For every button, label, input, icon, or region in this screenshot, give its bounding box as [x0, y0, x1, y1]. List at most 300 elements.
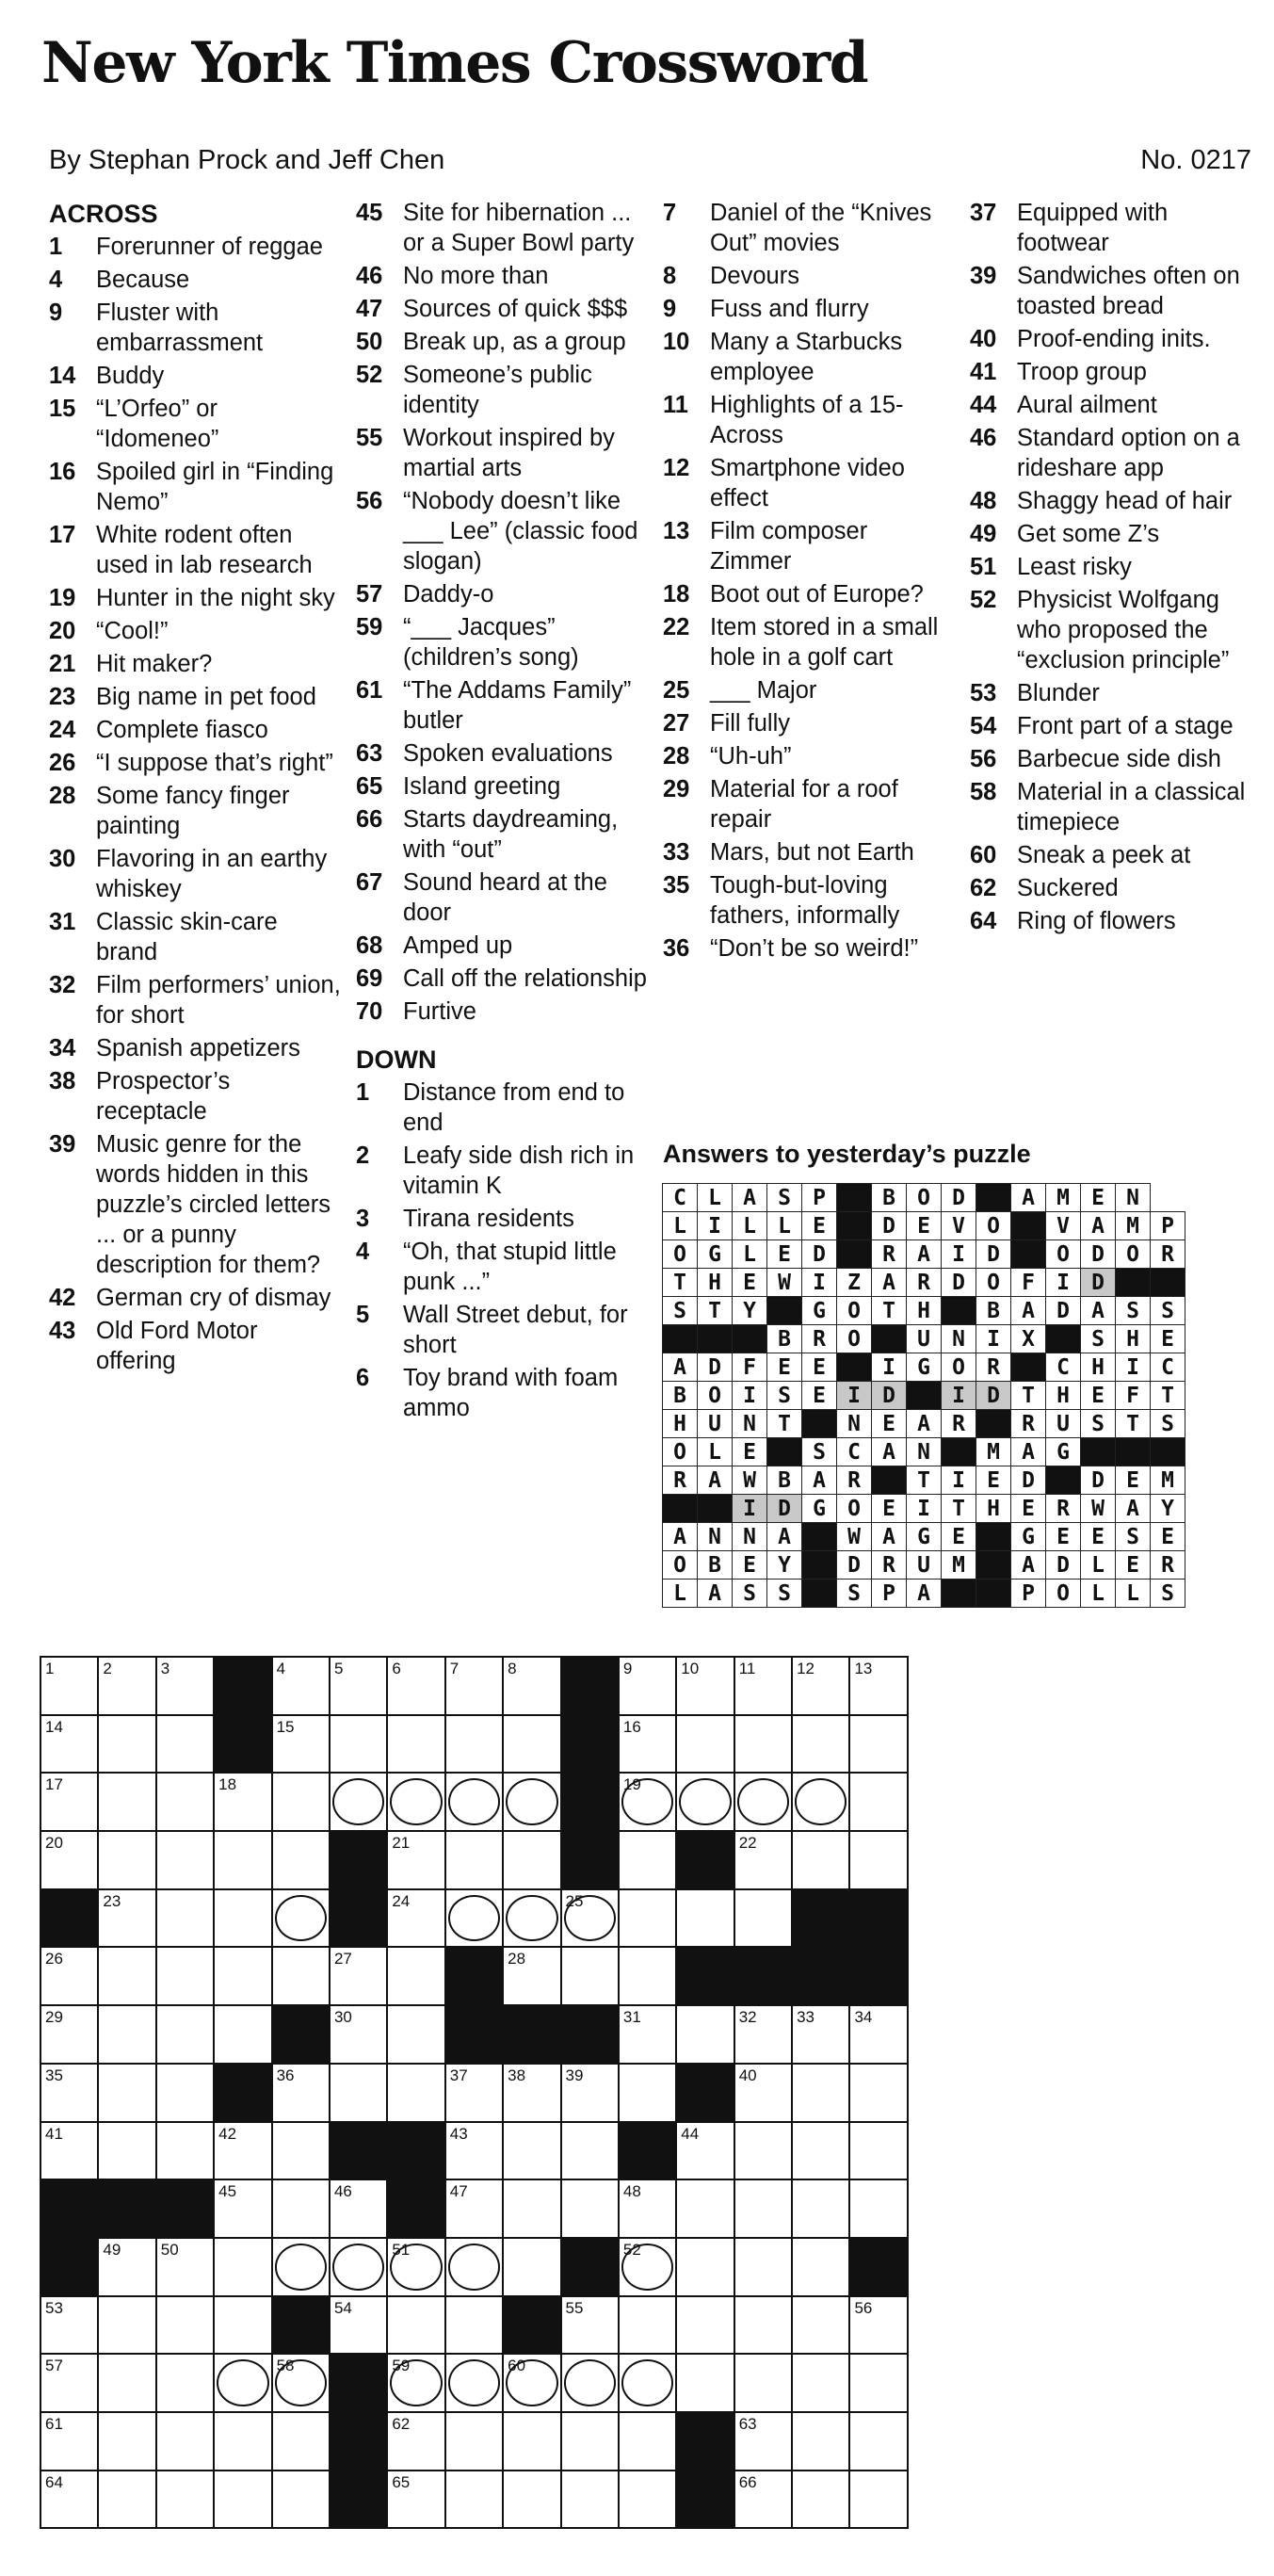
clue-text: Material in a classical timepiece [1017, 779, 1246, 835]
answer-square[interactable] [734, 2004, 793, 2065]
answer-square[interactable] [97, 2237, 156, 2297]
answer-square[interactable] [329, 2295, 388, 2356]
answer-square[interactable] [848, 2353, 908, 2413]
answer-square[interactable] [213, 1772, 272, 1832]
answer-square[interactable] [791, 2004, 850, 2065]
answer-square[interactable] [791, 2237, 850, 2297]
answer-square[interactable] [97, 2063, 156, 2123]
yesterday-letter-cell: S [801, 1437, 837, 1466]
answer-square[interactable] [734, 2353, 793, 2413]
answer-square[interactable] [213, 1946, 272, 2006]
black-square [502, 2295, 561, 2356]
answer-square[interactable] [155, 2295, 215, 2356]
answer-square[interactable] [97, 1946, 156, 2006]
answer-square[interactable] [618, 2237, 677, 2297]
yesterday-letter-cell: O [662, 1550, 698, 1580]
answer-square[interactable] [386, 2295, 445, 2356]
square-number: 51 [392, 2240, 411, 2259]
yesterday-letter-cell: I [732, 1381, 767, 1410]
yesterday-letter-cell: R [976, 1353, 1011, 1382]
answer-square[interactable] [97, 2411, 156, 2471]
answer-square[interactable] [618, 1772, 677, 1832]
yesterday-black-cell [801, 1522, 837, 1551]
yesterday-letter-cell: L [662, 1579, 698, 1608]
answer-square[interactable] [155, 1888, 215, 1949]
answer-square[interactable] [97, 1888, 156, 1949]
black-square [791, 1888, 850, 1949]
answer-square[interactable] [502, 2179, 561, 2239]
answer-square[interactable] [675, 2295, 734, 2356]
yesterday-black-cell [1150, 1268, 1185, 1297]
yesterday-letter-cell: W [766, 1268, 802, 1297]
yesterday-black-cell [871, 1324, 907, 1353]
answer-square[interactable] [329, 1714, 388, 1774]
answer-square[interactable] [271, 2179, 331, 2239]
clue-text: ___ Major [710, 677, 817, 704]
answer-square[interactable] [444, 1656, 504, 1716]
answer-square[interactable] [675, 2121, 734, 2181]
answer-square[interactable] [213, 2411, 272, 2471]
answer-square[interactable] [155, 2470, 215, 2530]
answer-square[interactable] [40, 2004, 99, 2065]
clue-number: 70 [356, 998, 383, 1025]
square-number: 49 [103, 2240, 121, 2259]
clue [356, 1237, 648, 1297]
answer-square[interactable] [734, 2179, 793, 2239]
answer-square[interactable] [502, 2237, 561, 2297]
yesterday-letter-cell: A [732, 1183, 767, 1212]
yesterday-letter-cell: N [941, 1324, 976, 1353]
yesterday-letter-cell: I [801, 1268, 837, 1297]
answer-square[interactable] [155, 1656, 215, 1716]
square-number: 47 [449, 2182, 468, 2201]
answer-square[interactable] [502, 1772, 561, 1832]
answer-square[interactable] [271, 1830, 331, 1890]
black-square [675, 1830, 734, 1890]
answer-square[interactable] [734, 1714, 793, 1774]
clue-text: Highlights of a 15-Across [710, 392, 904, 448]
clue [356, 360, 648, 420]
answer-square[interactable] [386, 2470, 445, 2530]
answer-square[interactable] [502, 2063, 561, 2123]
answer-square[interactable] [734, 1772, 793, 1832]
answer-square[interactable] [213, 2121, 272, 2181]
answer-square[interactable] [444, 1888, 504, 1949]
black-square [618, 2121, 677, 2181]
clue-number: 48 [970, 488, 997, 514]
yesterday-letter-cell: G [801, 1494, 837, 1523]
answer-square[interactable] [97, 2353, 156, 2413]
answer-square[interactable] [213, 2004, 272, 2065]
answer-square[interactable] [675, 2353, 734, 2413]
answer-square[interactable] [97, 1830, 156, 1890]
answer-square[interactable] [329, 2179, 388, 2239]
answer-square[interactable] [386, 1946, 445, 2006]
answer-square[interactable] [560, 2353, 620, 2413]
clue [356, 931, 648, 961]
clue-number: 63 [356, 740, 383, 767]
answer-square[interactable] [271, 2121, 331, 2181]
answer-square[interactable] [40, 1946, 99, 2006]
yesterday-letter-cell: R [941, 1409, 976, 1438]
black-square [560, 1714, 620, 1774]
answer-square[interactable] [791, 1656, 850, 1716]
answer-square[interactable] [502, 1830, 561, 1890]
answer-square[interactable] [444, 2063, 504, 2123]
clue-text: Break up, as a group [403, 329, 626, 355]
answer-square[interactable] [386, 2237, 445, 2297]
answer-square[interactable] [271, 2411, 331, 2471]
yesterday-letter-cell: O [941, 1353, 976, 1382]
answer-square[interactable] [848, 2179, 908, 2239]
answer-square[interactable] [848, 1772, 908, 1832]
clue-text: Island greeting [403, 773, 561, 800]
clue-text: Daddy-o [403, 581, 494, 608]
answer-square[interactable] [848, 1656, 908, 1716]
circle-mark [506, 1895, 557, 1942]
clue-number: 52 [356, 362, 383, 388]
black-square [155, 2179, 215, 2239]
answer-square[interactable] [386, 2063, 445, 2123]
yesterday-black-cell [976, 1183, 1011, 1212]
yesterday-letter-cell: G [801, 1296, 837, 1325]
answer-square[interactable] [848, 2295, 908, 2356]
black-square [271, 2295, 331, 2356]
answer-square[interactable] [329, 1772, 388, 1832]
answer-square[interactable] [848, 2470, 908, 2530]
answer-square[interactable] [40, 2063, 99, 2123]
answer-square[interactable] [329, 2063, 388, 2123]
answer-square[interactable] [40, 1656, 99, 1716]
answer-square[interactable] [791, 2470, 850, 2530]
answer-square[interactable] [271, 1888, 331, 1949]
square-number: 55 [565, 2298, 584, 2317]
clue-number: 13 [663, 518, 690, 544]
answer-square[interactable] [848, 2063, 908, 2123]
yesterday-black-cell [766, 1437, 802, 1466]
answer-square[interactable] [386, 1772, 445, 1832]
clue-number: 10 [663, 329, 690, 355]
answer-square[interactable] [40, 1714, 99, 1774]
answer-square[interactable] [675, 1772, 734, 1832]
square-number: 7 [449, 1660, 460, 1677]
answer-square[interactable] [155, 2004, 215, 2065]
answer-square[interactable] [618, 2063, 677, 2123]
answer-square[interactable] [502, 2411, 561, 2471]
yesterday-letter-cell: H [1080, 1353, 1116, 1382]
answer-square[interactable] [618, 1656, 677, 1716]
answer-square[interactable] [618, 2353, 677, 2413]
answer-square[interactable] [791, 2063, 850, 2123]
answer-square[interactable] [560, 1888, 620, 1949]
grid-row [41, 1774, 909, 1832]
yesterday-letter-cell: W [1080, 1494, 1116, 1523]
answer-square[interactable] [791, 2353, 850, 2413]
yesterday-letter-cell: E [1010, 1494, 1046, 1523]
answer-square[interactable] [618, 2295, 677, 2356]
answer-square[interactable] [444, 2121, 504, 2181]
yesterday-letter-cell: Y [732, 1296, 767, 1325]
square-number: 32 [738, 2008, 757, 2027]
answer-square[interactable] [386, 2353, 445, 2413]
answer-square[interactable] [618, 1714, 677, 1774]
answer-square[interactable] [734, 1888, 793, 1949]
square-number: 30 [333, 2008, 352, 2027]
square-number: 65 [392, 2472, 411, 2491]
answer-square[interactable] [618, 2004, 677, 2065]
square-number: 40 [738, 2066, 757, 2084]
answer-square[interactable] [271, 2470, 331, 2530]
clue-text: Leafy side dish rich in vitamin K [403, 1142, 635, 1199]
clue [970, 423, 1262, 483]
answer-square[interactable] [213, 2295, 272, 2356]
clue-column-1 [49, 198, 341, 1379]
answer-square[interactable] [444, 1830, 504, 1890]
answer-square[interactable] [734, 1830, 793, 1890]
answer-square[interactable] [734, 2237, 793, 2297]
answer-square[interactable] [502, 1656, 561, 1716]
clue-text: Hunter in the night sky [96, 585, 335, 611]
answer-square[interactable] [791, 1830, 850, 1890]
answer-square[interactable] [560, 2470, 620, 2530]
answer-square[interactable] [97, 2121, 156, 2181]
yesterday-letter-cell: A [1080, 1211, 1116, 1240]
answer-square[interactable] [618, 1830, 677, 1890]
answer-square[interactable] [155, 1830, 215, 1890]
answer-square[interactable] [444, 2411, 504, 2471]
answer-square[interactable] [618, 1946, 677, 2006]
answer-square[interactable] [329, 2004, 388, 2065]
answer-square[interactable] [734, 2295, 793, 2356]
answer-square[interactable] [213, 2179, 272, 2239]
clue [663, 741, 955, 771]
answer-square[interactable] [560, 2411, 620, 2471]
yesterday-letter-cell: S [732, 1579, 767, 1608]
answer-square[interactable] [444, 2470, 504, 2530]
clue-number: 29 [663, 776, 690, 802]
answer-square[interactable] [40, 2121, 99, 2181]
answer-square[interactable] [271, 2063, 331, 2123]
answer-square[interactable] [213, 1830, 272, 1890]
square-number: 36 [276, 2066, 295, 2084]
answer-square[interactable] [502, 1714, 561, 1774]
answer-square[interactable] [329, 2237, 388, 2297]
answer-square[interactable] [560, 1946, 620, 2006]
clue-number: 56 [356, 488, 383, 514]
yesterday-letter-cell: B [976, 1296, 1011, 1325]
yesterday-letter-cell: B [697, 1550, 733, 1580]
grid-row [41, 1832, 909, 1890]
answer-square[interactable] [734, 2411, 793, 2471]
yesterday-letter-cell: E [732, 1437, 767, 1466]
yesterday-letter-cell: L [697, 1437, 733, 1466]
answer-square[interactable] [155, 2411, 215, 2471]
yesterday-letter-cell: H [1045, 1381, 1081, 1410]
answer-square[interactable] [386, 2004, 445, 2065]
clue [356, 261, 648, 291]
answer-square[interactable] [618, 2179, 677, 2239]
answer-square[interactable] [848, 1830, 908, 1890]
answer-square[interactable] [213, 1888, 272, 1949]
answer-square[interactable] [155, 2353, 215, 2413]
answer-square[interactable] [560, 2179, 620, 2239]
answer-square[interactable] [271, 1714, 331, 1774]
yesterday-letter-cell: E [1150, 1324, 1185, 1353]
yesterday-letter-cell: D [697, 1353, 733, 1382]
yesterday-letter-cell: E [732, 1268, 767, 1297]
square-number: 53 [45, 2298, 63, 2317]
answer-square[interactable] [386, 1830, 445, 1890]
circle-mark [564, 2359, 616, 2406]
answer-square[interactable] [386, 1656, 445, 1716]
answer-square[interactable] [791, 2179, 850, 2239]
answer-square[interactable] [734, 1656, 793, 1716]
answer-square[interactable] [97, 1714, 156, 1774]
square-number: 39 [565, 2066, 584, 2084]
yesterday-letter-cell: E [1080, 1522, 1116, 1551]
answer-square[interactable] [791, 1772, 850, 1832]
clue-text: “The Addams Family” butler [403, 677, 632, 734]
clue-text: Physicist Wolfgang who proposed the “exclusion principle” [1017, 587, 1230, 673]
answer-square[interactable] [618, 2470, 677, 2530]
answer-square[interactable] [386, 2411, 445, 2471]
answer-square[interactable] [155, 1946, 215, 2006]
answer-square[interactable] [675, 1656, 734, 1716]
clue-number: 39 [970, 263, 997, 289]
yesterday-letter-cell: O [976, 1268, 1011, 1297]
black-square [386, 2121, 445, 2181]
answer-square[interactable] [618, 1888, 677, 1949]
answer-square[interactable] [444, 1772, 504, 1832]
answer-square[interactable] [444, 2237, 504, 2297]
clue-text: Standard option on a rideshare app [1017, 425, 1240, 481]
answer-square[interactable] [502, 2470, 561, 2530]
answer-square[interactable] [502, 2353, 561, 2413]
answer-square[interactable] [675, 2004, 734, 2065]
black-square [40, 2237, 99, 2297]
yesterday-letter-cell: G [906, 1522, 942, 1551]
answer-square[interactable] [791, 2121, 850, 2181]
answer-square[interactable] [97, 1656, 156, 1716]
answer-square[interactable] [40, 2295, 99, 2356]
answer-square[interactable] [848, 2004, 908, 2065]
answer-square[interactable] [97, 2470, 156, 2530]
answer-square[interactable] [155, 2063, 215, 2123]
answer-square[interactable] [444, 2353, 504, 2413]
answer-square[interactable] [155, 1714, 215, 1774]
answer-square[interactable] [271, 1772, 331, 1832]
yesterday-letter-cell: M [1115, 1211, 1151, 1240]
yesterday-letter-cell: I [732, 1494, 767, 1523]
answer-square[interactable] [675, 2179, 734, 2239]
answer-square[interactable] [560, 2121, 620, 2181]
answer-square[interactable] [502, 1946, 561, 2006]
clue [49, 616, 341, 646]
yesterday-black-cell [906, 1381, 942, 1410]
answer-square[interactable] [213, 2353, 272, 2413]
answer-square[interactable] [560, 2063, 620, 2123]
answer-square[interactable] [444, 2179, 504, 2239]
answer-square[interactable] [271, 2353, 331, 2413]
yesterday-letter-cell: F [1010, 1268, 1046, 1297]
answer-square[interactable] [675, 1888, 734, 1949]
yesterday-black-cell [1010, 1353, 1046, 1382]
clue-text: Sound heard at the door [403, 869, 607, 926]
answer-square[interactable] [40, 2411, 99, 2471]
yesterday-letter-cell: G [697, 1239, 733, 1269]
answer-square[interactable] [155, 2121, 215, 2181]
answer-square[interactable] [848, 1714, 908, 1774]
circle-mark [217, 2359, 268, 2406]
clue [356, 198, 648, 258]
clue-number: 25 [663, 677, 690, 704]
yesterday-letter-cell: A [697, 1466, 733, 1495]
black-square [329, 1830, 388, 1890]
answer-square[interactable] [502, 2121, 561, 2181]
clue-text: Shaggy head of hair [1017, 488, 1233, 514]
answer-square[interactable] [97, 2295, 156, 2356]
clue [356, 1141, 648, 1201]
clue-number: 27 [663, 710, 690, 737]
answer-square[interactable] [675, 2237, 734, 2297]
circle-mark [275, 2359, 327, 2406]
black-square [734, 1946, 793, 2006]
answer-square[interactable] [271, 1946, 331, 2006]
answer-square[interactable] [40, 1830, 99, 1890]
answer-square[interactable] [271, 1656, 331, 1716]
answer-square[interactable] [444, 2295, 504, 2356]
answer-square[interactable] [155, 1772, 215, 1832]
answer-square[interactable] [848, 2121, 908, 2181]
yesterday-letter-cell: R [836, 1466, 872, 1495]
answer-square[interactable] [734, 2063, 793, 2123]
answer-square[interactable] [791, 2411, 850, 2471]
answer-square[interactable] [734, 2121, 793, 2181]
clue-number: 2 [356, 1142, 370, 1169]
yesterday-letter-cell: O [836, 1324, 872, 1353]
answer-square[interactable] [271, 2237, 331, 2297]
answer-square[interactable] [386, 1888, 445, 1949]
answer-square[interactable] [40, 2353, 99, 2413]
answer-square[interactable] [791, 1714, 850, 1774]
answer-square[interactable] [444, 1714, 504, 1774]
yesterday-letter-cell: O [1115, 1239, 1151, 1269]
answer-square[interactable] [848, 2411, 908, 2471]
answer-square[interactable] [329, 1946, 388, 2006]
answer-square[interactable] [155, 2237, 215, 2297]
answer-square[interactable] [502, 1888, 561, 1949]
yesterday-black-cell [1045, 1466, 1081, 1495]
answer-square[interactable] [791, 2295, 850, 2356]
answer-square[interactable] [97, 1772, 156, 1832]
answer-square[interactable] [734, 2470, 793, 2530]
answer-square[interactable] [213, 2470, 272, 2530]
yesterday-letter-cell: T [697, 1296, 733, 1325]
answer-square[interactable] [40, 1772, 99, 1832]
yesterday-letter-cell: I [941, 1381, 976, 1410]
answer-square[interactable] [618, 2411, 677, 2471]
answer-square[interactable] [329, 1656, 388, 1716]
answer-square[interactable] [213, 2237, 272, 2297]
answer-square[interactable] [560, 2295, 620, 2356]
yesterday-letter-cell: E [732, 1550, 767, 1580]
answer-square[interactable] [675, 1714, 734, 1774]
answer-square[interactable] [40, 2470, 99, 2530]
yesterday-row [663, 1580, 1185, 1608]
yesterday-letter-cell: S [1080, 1324, 1116, 1353]
answer-square[interactable] [386, 1714, 445, 1774]
answer-square[interactable] [97, 2004, 156, 2065]
